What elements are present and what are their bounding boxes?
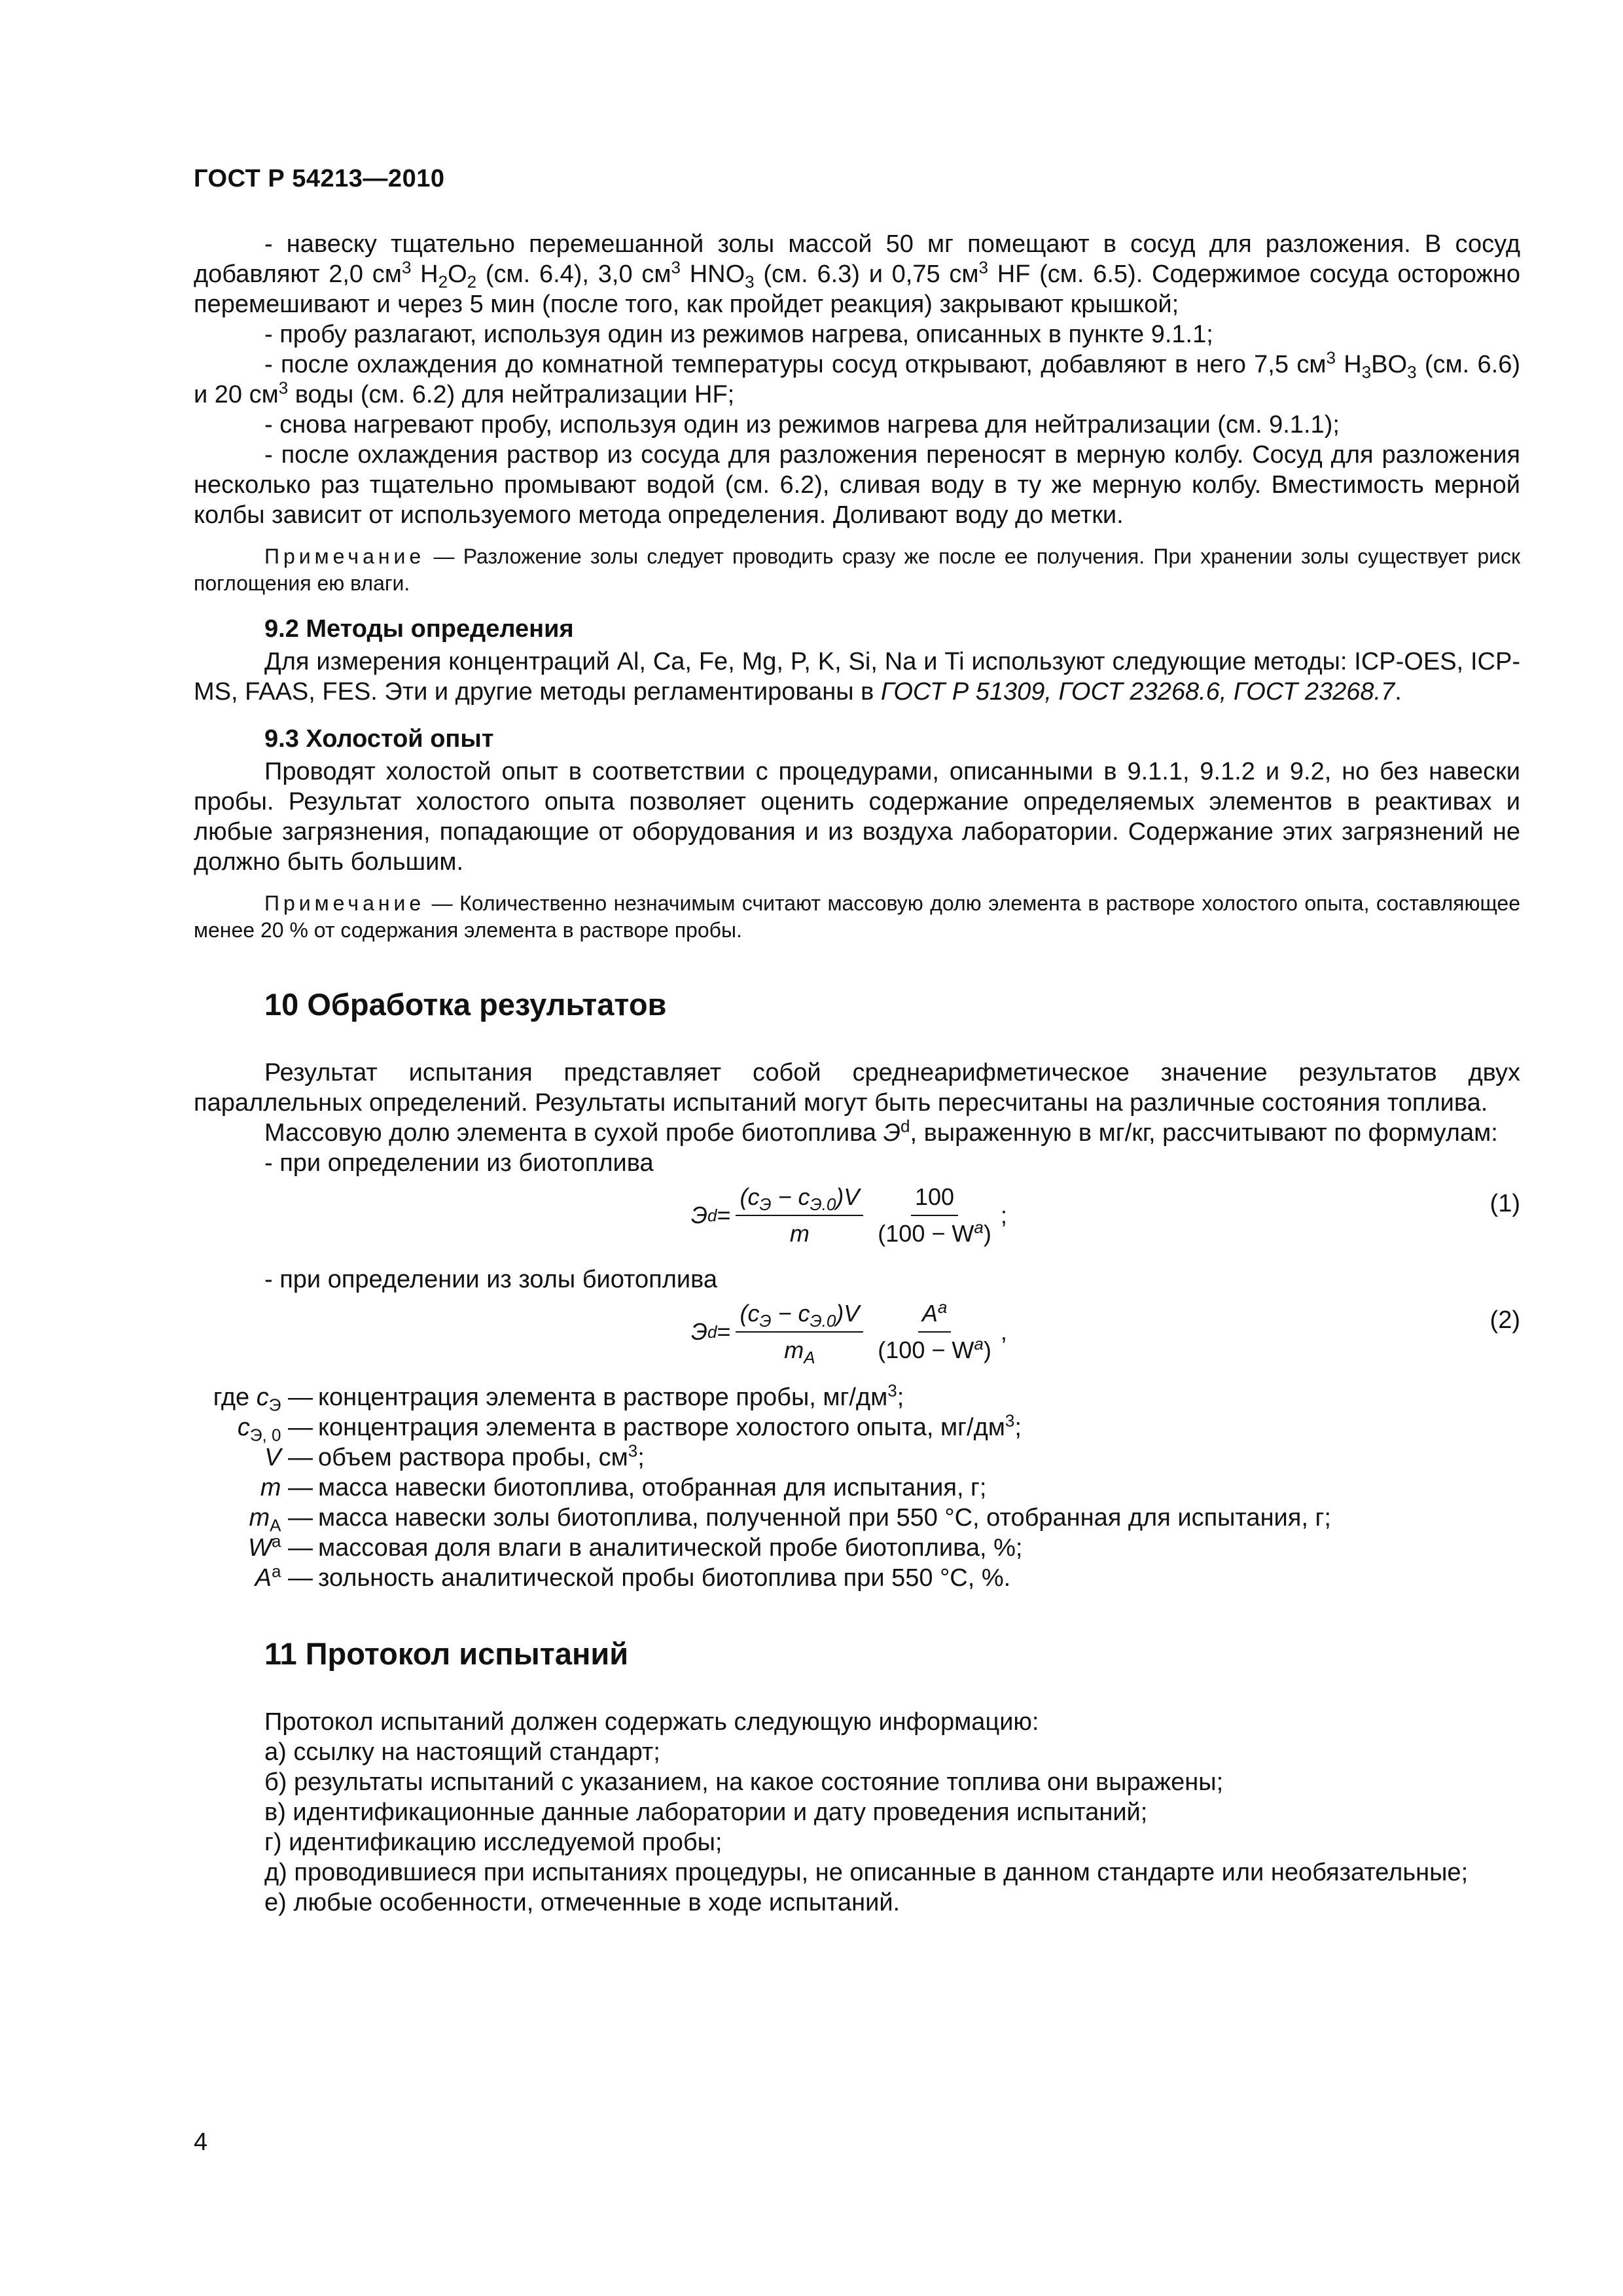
list-item: а) ссылку на настоящий стандарт;: [264, 1738, 660, 1766]
document-body: [194, 229, 1520, 1918]
definition-row: где $c_Э$ — концентрация элемента в растворе пробы, $мг/дм^3$;: [213, 1380, 904, 1415]
note-blank: Примечание — Количественно незначимым считают массовую долю элемента в растворе холостого опыта, составляющее менее 20 % от содержания элемента в растворе пробы.: [194, 891, 1520, 942]
list-item: г) идентификацию исследуемой пробы;: [264, 1829, 722, 1856]
paragraph-protocol: Протокол испытаний должен содержать следующую информацию:: [264, 1708, 1039, 1736]
document-header: ГОСТ Р 54213—2010: [194, 165, 445, 192]
paragraph-from-ash: - при определении из золы биотоплива: [264, 1266, 718, 1293]
page-number: 4: [194, 2128, 208, 2156]
formula-2: Э d = $\frac{(c_Э - c_{Э.0})V}{m_A}$ $\frac{A^a}{(100 - W^a)}$ , (2): [691, 1297, 1520, 1368]
heading-9-3: 9.3 Холостой опыт: [264, 725, 494, 753]
formula-2-number: (2): [1489, 1306, 1520, 1334]
paragraph-ash-sample: - навеску тщательно перемешанной золы массой 50 мг помещают в сосуд для разложения. В сосуд добавляют 2,0 $см^3$ $H_2O_2$ (см. 6.4), 3,0 $см^3$ $HNO_3$ (см. 6.3) и 0,75 $см^3$ HF (см. 6.5). Содержимое сосуда осторожно перемешивают и через 5 мин (после того, как пройдет реакция) закрывают крышкой;: [194, 230, 1520, 318]
heading-9-2: 9.2 Методы определения: [264, 615, 574, 643]
definition-row: $m_A$ — масса навески золы биотоплива, полученной при 550 °С, отобранная для испытания, г;: [249, 1504, 1331, 1535]
paragraph-blank: Проводят холостой опыт в соответствии с процедурами, описанными в 9.1.1, 9.1.2 и 9.2, но без навески пробы. Результат холостого опыта позволяет оценить содержание определяемых элементов в реактивах и любые загрязнения, попадающие от оборудования и из воздуха лаборатории. Содержание этих загрязнений не должно быть большим.: [194, 758, 1520, 876]
paragraph-cooling: - после охлаждения до комнатной температуры сосуд открывают, добавляют в него 7,5 $см^3$ $H_3BO_3$ (см. 6.6) и 20 $см^3$ воды (см. 6.2) для нейтрализации HF;: [194, 348, 1521, 408]
definition-row: V — объем раствора пробы, $см^3$;: [264, 1441, 645, 1471]
definition-row: $c_{Э, 0}$ — концентрация элемента в растворе холостого опыта, $мг/дм^3$;: [237, 1410, 1022, 1445]
list-item: д) проводившиеся при испытаниях процедуры, не описанные в данном стандарте или необязательные;: [264, 1859, 1469, 1886]
definition-row: $A^a$ — зольность аналитической пробы биотоплива при 550 °С, %.: [255, 1561, 1011, 1592]
definition-row: m — масса навески биотоплива, отобранная для испытания, г;: [260, 1474, 987, 1501]
heading-11: 11 Протокол испытаний: [264, 1636, 629, 1671]
paragraph-transfer: - после охлаждения раствор из сосуда для разложения переносят в мерную колбу. Сосуд для разложения несколько раз тщательно промывают водой (см. 6.2), сливая воду в ту же мерную колбу. Вместимость мерной колбы зависит от используемого метода определения. Доливают воду до метки.: [194, 441, 1520, 529]
list-item: е) любые особенности, отмеченные в ходе испытаний.: [264, 1889, 901, 1916]
heading-10: 10 Обработка результатов: [264, 987, 667, 1022]
formula-2-fraction-b: $\frac{A^a}{(100 - W^a)}$: [878, 1297, 991, 1363]
formula-1-fraction-b: $\frac{100}{(100 - W^a)}$: [878, 1183, 991, 1247]
symbol-definitions: [194, 1382, 1520, 1593]
paragraph-result: Результат испытания представляет собой среднеарифметическое значение результатов двух параллельных определений. Результаты испытаний могут быть пересчитаны на различные состояния топлива.: [194, 1059, 1520, 1117]
definition-row: $W^a$ — массовая доля влаги в аналитической пробе биотоплива, %;: [248, 1531, 1023, 1562]
formula-2-fraction-a: $\frac{(c_Э - c_{Э.0})V}{m_A}$: [736, 1299, 863, 1365]
formula-1-fraction-a: $\frac{(c_Э - c_{Э.0})V}{m}$: [736, 1182, 863, 1249]
paragraph-methods: Для измерения концентраций Al, Ca, Fe, Mg, P, K, Si, Na и Ti используют следующие методы: ICP-OES, ICP-MS, FAAS, FES. Эти и другие методы регламентированы в ГОСТ Р 51309, ГОСТ 23268.6, ГОСТ 23268.7.: [194, 648, 1520, 706]
list-item: б) результаты испытаний с указанием, на какое состояние топлива они выражены;: [264, 1768, 1224, 1796]
note-ash: Примечание — Разложение золы следует проводить сразу же после ее получения. При хранении золы существует риск поглощения ею влаги.: [194, 545, 1520, 595]
formula-1-number: (1): [1489, 1190, 1520, 1217]
paragraph-mass-fraction: Массовую долю элемента в сухой пробе биотоплива $Э^d$, выраженную в мг/кг, рассчитывают по формулам:: [264, 1116, 1498, 1147]
list-item: в) идентификационные данные лаборатории и дату проведения испытаний;: [264, 1799, 1148, 1826]
paragraph-decompose: - пробу разлагают, используя один из режимов нагрева, описанных в пункте 9.1.1;: [264, 321, 1213, 348]
formula-1: Э d = $\frac{(c_Э - c_{Э.0})V}{m}$ $\frac{100}{(100 - W^a)}$ ; (1): [194, 1182, 1520, 1261]
paragraph-reheat: - снова нагревают пробу, используя один из режимов нагрева для нейтрализации (см. 9.1.1);: [264, 411, 1340, 439]
paragraph-from-biofuel: - при определении из биотоплива: [264, 1149, 654, 1177]
